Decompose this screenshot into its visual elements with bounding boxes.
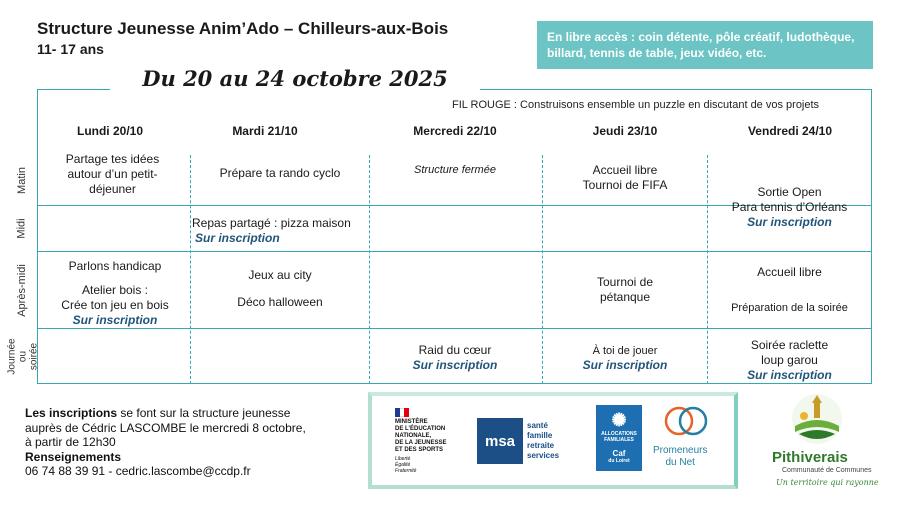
pithiverais-emblem-icon xyxy=(790,392,844,446)
date-range-heading: Du 20 au 24 octobre 2025 xyxy=(110,66,480,91)
activity-vendredi-am-1: Accueil libre xyxy=(757,265,822,279)
msa-logo: msa xyxy=(477,418,523,464)
promeneurs-du-net-logo: Promeneurs du Net xyxy=(653,445,708,468)
activity-jeudi-matin-1: Accueil libre xyxy=(592,163,658,177)
activity-jeudi-matin-2: Tournoi de FIFA xyxy=(582,178,668,192)
column-divider xyxy=(190,155,191,384)
pithiverais-motto: Un territoire qui rayonne xyxy=(776,478,879,487)
activity-mardi-midi: Repas partagé : pizza maison xyxy=(192,216,351,230)
registration-heading: Les inscriptions xyxy=(25,406,118,420)
page-title: Structure Jeunesse Anim’Ado – Chilleurs-aux-Bois xyxy=(37,19,449,38)
activity-jeudi-soir: À toi de jouer xyxy=(592,345,658,357)
row-label-midi: Midi xyxy=(15,218,28,239)
registration-line-2: auprès de Cédric LASCOMBE le mercredi 8 octobre, xyxy=(25,420,306,435)
inscription-mardi-midi: Sur inscription xyxy=(195,231,280,245)
activity-mercredi-matin: Structure fermée xyxy=(414,164,496,176)
caf-family-icon: ✺ xyxy=(611,410,627,430)
day-header-mardi: Mardi 21/10 xyxy=(232,124,298,138)
day-header-vendredi: Vendredi 24/10 xyxy=(747,124,833,138)
activity-mercredi-soir: Raid du cœur xyxy=(418,343,492,357)
activity-lundi-am-2: Atelier bois : xyxy=(81,283,149,297)
free-access-info-box: En libre accès : coin détente, pôle créatif, ludothèque, billard, tennis de table, jeux vidéo, etc. xyxy=(537,21,873,69)
pithiverais-name: Pithiverais xyxy=(772,449,848,466)
inscription-vendredi-matin: Sur inscription xyxy=(747,215,832,229)
activity-vendredi-soir-1: Soirée raclette xyxy=(750,338,829,352)
column-divider xyxy=(369,155,370,384)
inscription-lundi-am: Sur inscription xyxy=(72,313,158,327)
activity-vendredi-matin-2: Para tennis d’Orléans xyxy=(731,200,848,214)
day-header-lundi: Lundi 20/10 xyxy=(76,124,144,138)
caf-logo: ✺ ALLOCATIONS FAMILIALES Caf du Loiret xyxy=(596,405,642,471)
activity-lundi-matin: Partage tes idées autour d’un petit-déjeuner xyxy=(65,152,160,196)
activity-mardi-am-2: Déco halloween xyxy=(237,295,323,309)
inscription-vendredi-soir: Sur inscription xyxy=(747,368,832,382)
column-divider xyxy=(707,155,708,384)
row-label-apres-midi: Après-midi xyxy=(15,263,28,317)
activity-lundi-am-1: Parlons handicap xyxy=(68,259,162,273)
activity-lundi-am-3: Crée ton jeu en bois xyxy=(61,298,169,312)
row-label-matin: Matin xyxy=(15,166,28,194)
contact-heading: Renseignements xyxy=(25,449,122,464)
contact-details: 06 74 88 39 91 - cedric.lascombe@ccdp.fr xyxy=(25,464,251,478)
activity-vendredi-soir-2: loup garou xyxy=(761,353,818,367)
ministere-logo: MINISTÈRE DE L’ÉDUCATION NATIONALE, DE LA JEUNESSE ET DES SPORTS Liberté Égalité Fraternité xyxy=(395,408,446,474)
inscription-mercredi-soir: Sur inscription xyxy=(412,358,498,372)
column-divider xyxy=(542,155,543,384)
age-range: 11- 17 ans xyxy=(37,41,104,57)
pithiverais-subtitle: Communauté de Communes xyxy=(782,467,872,474)
row-divider xyxy=(37,328,872,329)
activity-mardi-matin: Prépare ta rando cyclo xyxy=(219,166,341,180)
day-header-jeudi: Jeudi 23/10 xyxy=(592,124,658,138)
registration-line-3: à partir de 12h30 xyxy=(25,435,116,449)
activity-jeudi-am: Tournoi de pétanque xyxy=(596,275,654,304)
day-header-mercredi: Mercredi 22/10 xyxy=(413,124,497,138)
fil-rouge-text: FIL ROUGE : Construisons ensemble un puzzle en discutant de vos projets xyxy=(452,99,820,111)
activity-vendredi-matin-1: Sortie Open xyxy=(757,185,822,199)
activity-vendredi-am-2: Préparation de la soirée xyxy=(731,302,848,314)
registration-line-1: se font sur la structure jeunesse xyxy=(117,406,291,420)
french-flag-icon xyxy=(395,408,409,417)
activity-mardi-am-1: Jeux au city xyxy=(248,268,312,282)
row-label-journee-soiree: Journée ou soirée xyxy=(6,338,40,375)
msa-tagline: santé famille retraite services xyxy=(527,421,560,460)
promeneurs-bubbles-icon xyxy=(663,404,709,440)
registration-info xyxy=(25,406,306,479)
row-divider xyxy=(37,251,872,252)
inscription-jeudi-soir: Sur inscription xyxy=(582,358,668,372)
